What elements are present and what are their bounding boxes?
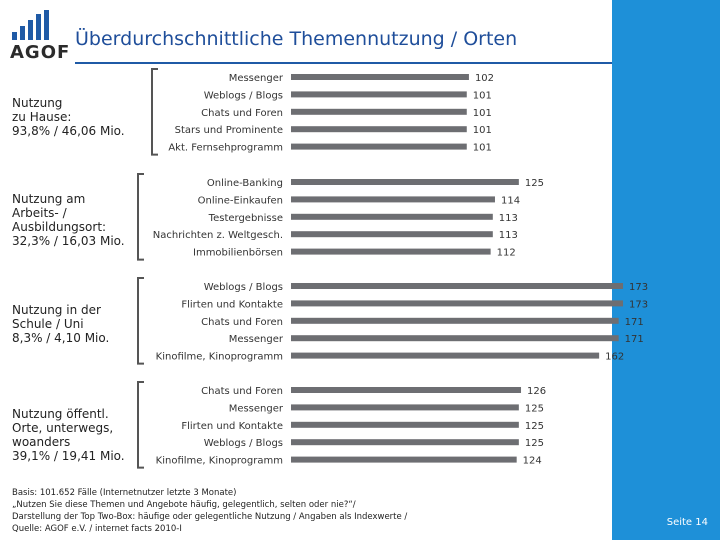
value-label: 162 xyxy=(605,351,625,363)
category-label: Messenger xyxy=(228,334,283,346)
value-label: 113 xyxy=(498,212,518,224)
value-label: 113 xyxy=(498,230,518,242)
group-bracket xyxy=(138,382,144,468)
group-label-line: Ausbildungsort: xyxy=(12,220,107,234)
group-label-line: 39,1% / 19,41 Mio. xyxy=(12,449,125,463)
category-label: Weblogs / Blogs xyxy=(203,282,283,293)
bar xyxy=(291,283,623,289)
group-bracket xyxy=(138,278,144,364)
footer-line: „Nutzen Sie diese Themen und Angebote häufig, gelegentlich, selten oder nie?“/ xyxy=(12,500,356,510)
category-label: Testergebnisse xyxy=(208,212,283,224)
group-bracket xyxy=(138,174,144,260)
category-label: Weblogs / Blogs xyxy=(203,438,283,450)
value-label: 173 xyxy=(629,282,649,293)
group-label-line: Arbeits- / xyxy=(12,206,67,220)
bar xyxy=(291,439,519,445)
value-label: 126 xyxy=(527,386,547,397)
category-label: Weblogs / Blogs xyxy=(203,90,283,102)
group-label-line: Nutzung am xyxy=(12,192,86,206)
group-label-line: Orte, unterwegs, xyxy=(12,421,114,435)
bar xyxy=(291,353,599,359)
value-label: 171 xyxy=(624,334,644,346)
group-label-line: Nutzung xyxy=(12,96,63,110)
value-label: 114 xyxy=(500,195,521,207)
bar xyxy=(291,422,519,428)
category-label: Stars und Prominente xyxy=(174,125,283,137)
value-label: 125 xyxy=(524,403,544,415)
bar xyxy=(291,335,619,341)
page-title: Überdurchschnittliche Themennutzung / Orten xyxy=(75,28,518,50)
category-label: Kinofilme, Kinoprogramm xyxy=(155,455,283,467)
blue-sidebar xyxy=(612,0,720,540)
value-label: 125 xyxy=(524,420,544,432)
page-number: Seite 14 xyxy=(666,517,708,528)
group-label-line: 8,3% / 4,10 Mio. xyxy=(12,331,110,345)
category-label: Akt. Fernsehprogramm xyxy=(168,142,283,154)
value-label: 124 xyxy=(522,455,542,467)
bar xyxy=(291,126,467,132)
bar xyxy=(291,404,519,410)
category-label: Online-Banking xyxy=(206,178,283,189)
category-label: Messenger xyxy=(228,73,283,84)
footer-line: Basis: 101.652 Fälle (Internetnutzer letzte 3 Monate) xyxy=(12,488,237,498)
bar xyxy=(291,249,491,255)
group-label-line: Schule / Uni xyxy=(12,317,84,331)
category-label: Immobilienbörsen xyxy=(193,247,283,259)
group-bracket xyxy=(152,69,158,155)
bar xyxy=(291,196,495,202)
value-label: 101 xyxy=(472,142,492,154)
value-label: 171 xyxy=(624,316,644,328)
bar xyxy=(291,214,493,220)
value-label: 101 xyxy=(472,125,492,137)
bar xyxy=(291,231,493,237)
bar xyxy=(291,318,619,324)
value-label: 102 xyxy=(474,73,495,84)
bar xyxy=(291,387,521,393)
category-label: Online-Einkaufen xyxy=(197,195,283,207)
value-label: 101 xyxy=(472,107,492,119)
bar xyxy=(291,457,517,463)
category-label: Kinofilme, Kinoprogramm xyxy=(155,351,283,363)
category-label: Chats und Foren xyxy=(201,316,283,328)
bar xyxy=(291,300,623,306)
group-label-line: 32,3% / 16,03 Mio. xyxy=(12,234,125,248)
category-label: Chats und Foren xyxy=(201,107,283,119)
group-label-line: Nutzung in der xyxy=(12,303,101,317)
category-label: Nachrichten z. Weltgesch. xyxy=(152,230,283,242)
value-label: 125 xyxy=(524,178,544,189)
footer-line: Darstellung der Top Two-Box: häufige oder gelegentliche Nutzung / Angaben als Indexwerte / xyxy=(12,512,408,522)
value-label: 101 xyxy=(472,90,492,102)
value-label: 125 xyxy=(524,438,544,450)
category-label: Flirten und Kontakte xyxy=(181,299,283,311)
category-label: Messenger xyxy=(228,403,283,415)
bar xyxy=(291,179,519,185)
group-label-line: zu Hause: xyxy=(12,110,72,124)
category-label: Flirten und Kontakte xyxy=(181,420,283,432)
footer-notes xyxy=(12,487,612,535)
category-label: Chats und Foren xyxy=(201,386,283,397)
group-label-line: 93,8% / 46,06 Mio. xyxy=(12,124,125,138)
value-label: 112 xyxy=(496,247,516,259)
footer-line: Quelle: AGOF e.V. / internet facts 2010-I xyxy=(12,524,182,534)
group-label-line: woanders xyxy=(12,435,71,449)
bar xyxy=(291,91,467,97)
bar xyxy=(291,109,467,115)
logo-text: AGOF xyxy=(10,42,71,63)
bar xyxy=(291,144,467,150)
bar xyxy=(291,74,469,80)
value-label: 173 xyxy=(629,299,649,311)
group-label-line: Nutzung öffentl. xyxy=(12,407,109,421)
